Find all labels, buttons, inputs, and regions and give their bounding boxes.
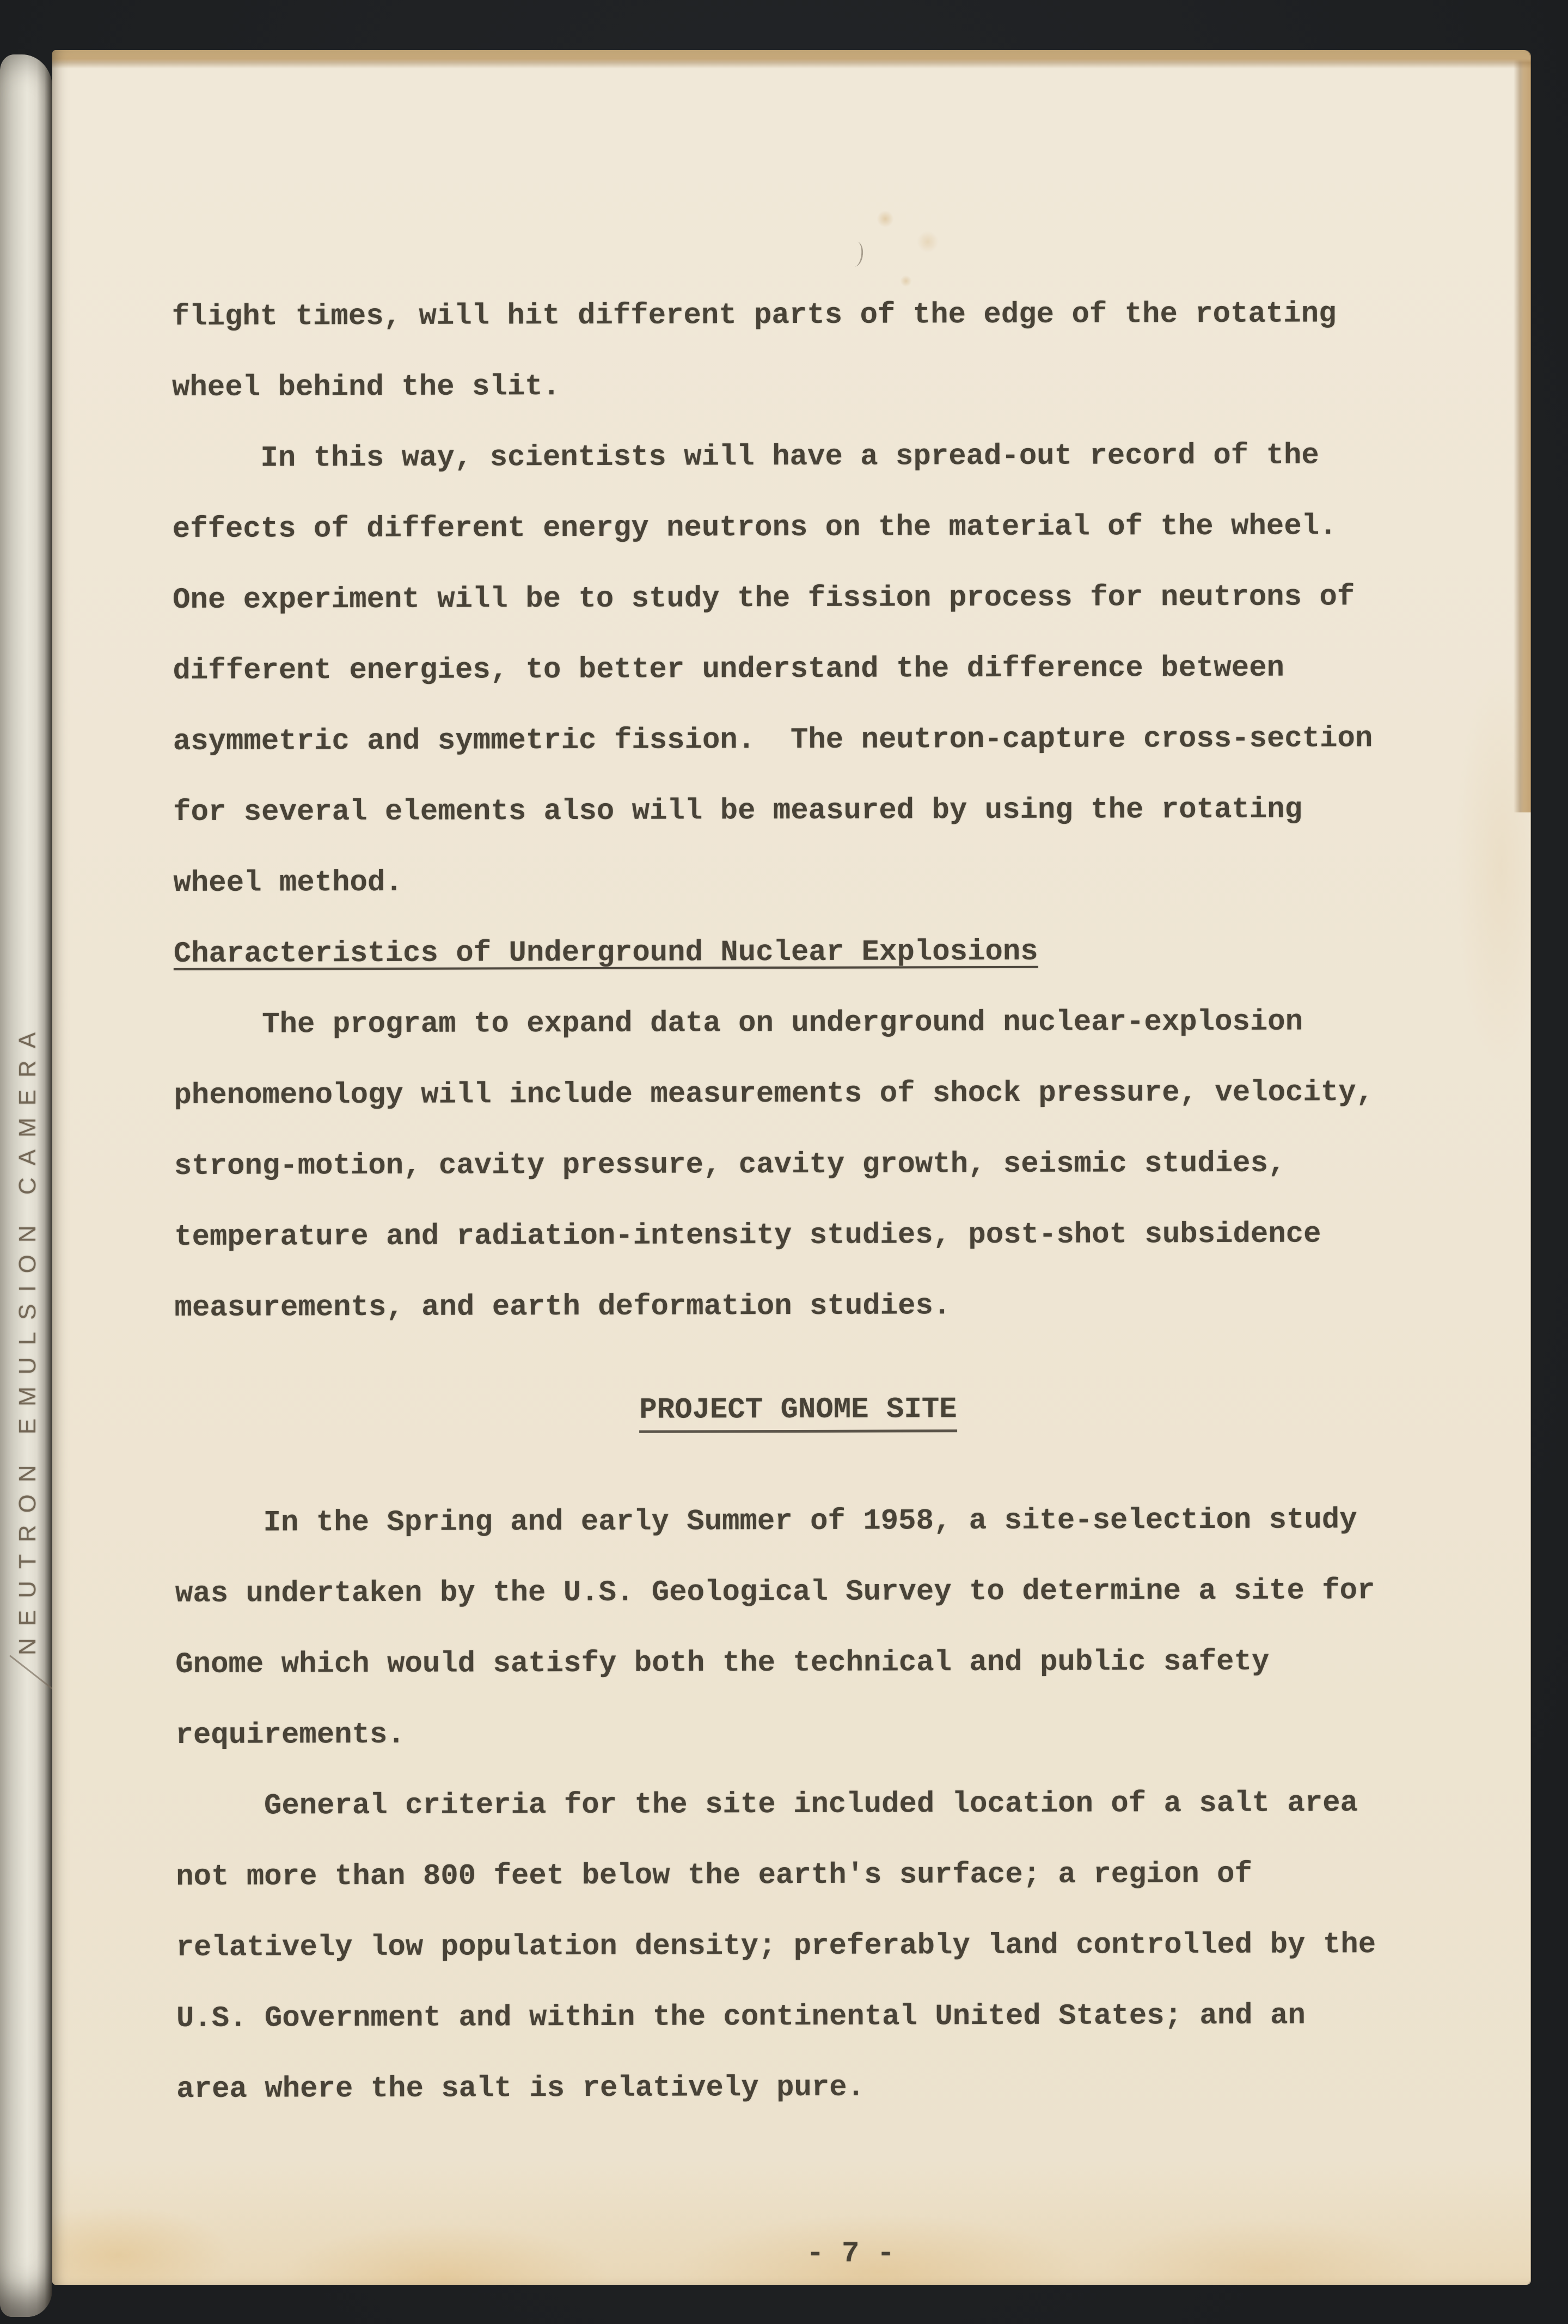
line-text: PROJECT GNOME SITE [639,1393,957,1433]
text-line [173,562,1419,636]
line-text: measurements, and earth deformation studies. [174,1289,951,1325]
text-line [172,279,1419,353]
line-text: not more than 800 feet below the earth's surface; a region of [176,1857,1253,1894]
line-text: requirements. [175,1718,405,1752]
line-text: phenomenology will include measurements of shock pressure, velocity, [174,1076,1374,1112]
text-line [172,420,1419,494]
text-line [175,1626,1422,1701]
line-text: Gnome which would satisfy both the technical and public safety [175,1645,1270,1681]
text-line [173,704,1420,778]
margin-vertical-caption: NEUTRON EMULSION CAMERA [14,1020,41,1655]
line-text: One experiment will be to study the fission process for neutrons of [173,580,1355,617]
line-text: temperature and radiation-intensity studies, post-shot subsidence [174,1218,1321,1254]
text-line [176,1839,1423,1913]
line-text: U.S. Government and within the continental United States; and an [176,1999,1306,2035]
line-text: for several elements also will be measured by using the rotating [173,793,1303,829]
text-line [176,1768,1423,1842]
text-line [174,1057,1420,1132]
document-page [52,50,1531,2285]
text-line [173,774,1420,848]
text-line [176,1980,1423,2054]
text-line [174,1199,1421,1273]
line-text: asymmetric and symmetric fission. The neutron-capture cross-section [173,722,1373,759]
page-number [174,2148,1421,2271]
section-heading [174,916,1420,990]
line-text: strong-motion, cavity pressure, cavity growth, seismic studies, [174,1147,1286,1183]
previous-page-curled-edge [0,54,52,2317]
line-text: area where the salt is relatively pure. [176,2071,865,2106]
text-line [176,1910,1423,1984]
line-text: wheel method. [173,866,403,900]
text-line [175,1697,1422,1771]
text-line [175,1485,1422,1559]
text-line [176,2051,1423,2125]
text-line [175,1556,1422,1630]
section-heading [175,1373,1422,1447]
text-line [173,845,1420,919]
line-text: The program to expand data on underground nuclear-explosion [262,1005,1303,1042]
line-text: wheel behind the slit. [172,370,561,405]
page-number-text: - 7 - [806,2237,895,2271]
line-text: In this way, scientists will have a spread-out record of the [260,439,1319,475]
line-text: was undertaken by the U.S. Geological Survey to determine a site for [175,1574,1375,1611]
stray-pen-mark [852,241,865,267]
line-text: effects of different energy neutrons on the material of the wheel. [172,510,1337,547]
line-text: relatively low population density; preferably land controlled by the [176,1928,1376,1965]
text-line [174,987,1420,1061]
text-line [174,1270,1421,1344]
text-line [174,1128,1421,1202]
line-text: General criteria for the site included location of a salt area [264,1787,1358,1823]
line-text: In the Spring and early Summer of 1958, a site-selection study [263,1503,1357,1540]
text-line [172,350,1419,424]
text-line [173,633,1419,707]
line-text: flight times, will hit different parts of the edge of the rotating [171,297,1337,334]
line-text: Characteristics of Underground Nuclear Explosions [173,935,1038,971]
text-body [172,279,1424,2125]
text-line [173,491,1419,565]
line-text: different energies, to better understand the difference between [173,651,1285,688]
